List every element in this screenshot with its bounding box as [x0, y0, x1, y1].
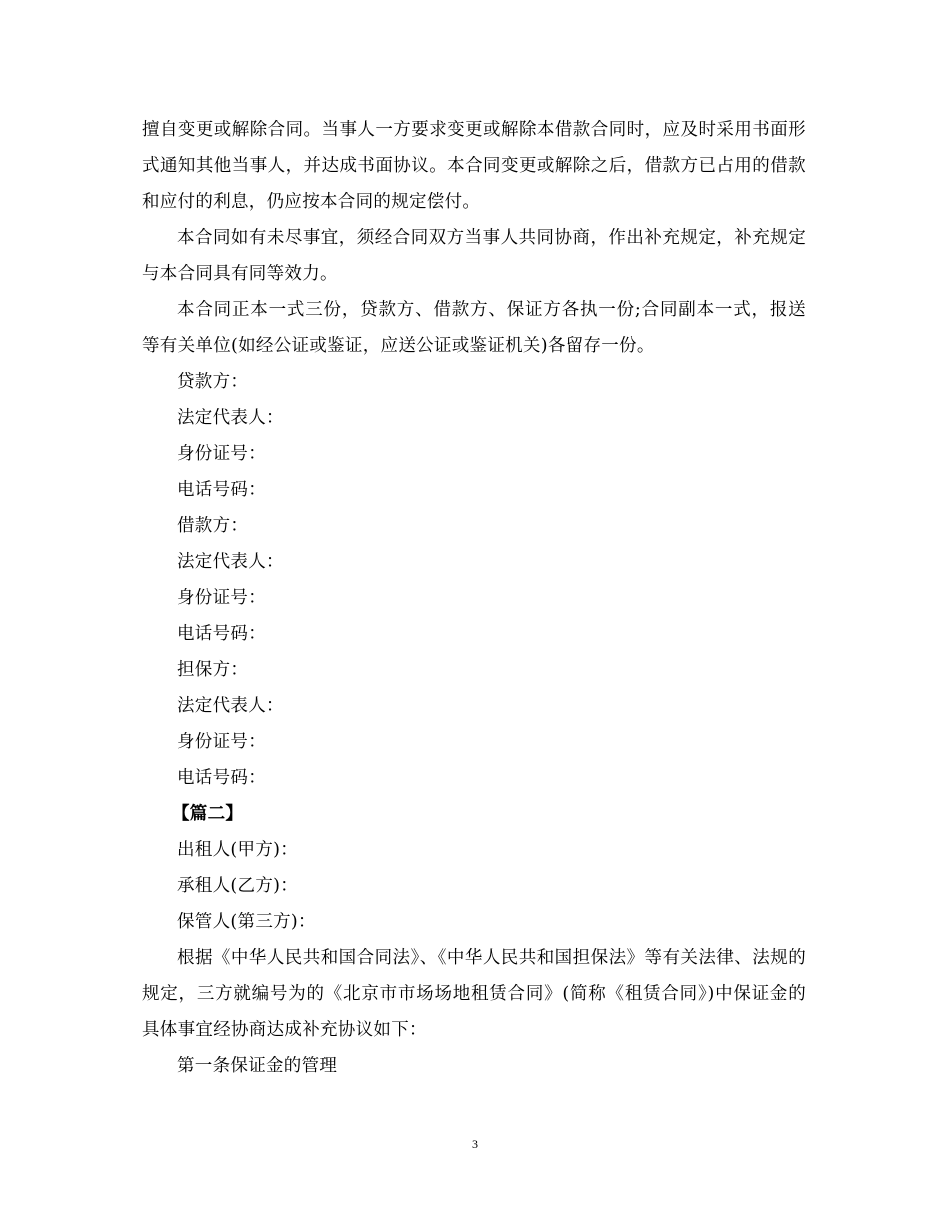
signature-line-guarantor-id: 身份证号：: [177, 732, 266, 752]
signature-line-guarantor: 担保方：: [177, 660, 249, 680]
section-heading: 【篇二】: [172, 804, 244, 824]
party-line-lessee: 承租人(乙方)：: [177, 876, 299, 896]
signature-line-lender-representative: 法定代表人：: [177, 408, 284, 428]
party-line-lessor: 出租人(甲方)：: [177, 840, 299, 860]
paragraph-contract-change: 擅自变更或解除合同。当事人一方要求变更或解除本借款合同时，应及时采用书面形式通知其他当事人，并达成书面协议。本合同变更或解除之后，借款方已占用的借款和应付的利息，仍应按本合同的规定偿付。: [142, 120, 806, 212]
parties-block: [142, 832, 806, 940]
signature-line-borrower: 借款方：: [177, 516, 249, 536]
signature-line-lender-phone: 电话号码：: [177, 480, 266, 500]
signature-block: [142, 364, 806, 796]
signature-line-lender: 贷款方：: [177, 372, 249, 392]
signature-line-borrower-id: 身份证号：: [177, 588, 266, 608]
signature-line-guarantor-phone: 电话号码：: [177, 768, 266, 788]
article-heading: 第一条保证金的管理: [177, 1056, 338, 1076]
party-line-custodian: 保管人(第三方)：: [177, 912, 316, 932]
document-body: [142, 112, 806, 1084]
signature-line-guarantor-representative: 法定代表人：: [177, 696, 284, 716]
paragraph-legal-basis: 根据《中华人民共和国合同法》、《中华人民共和国担保法》等有关法律、法规的规定，三方就编号为的《北京市市场场地租赁合同》(简称《租赁合同》)中保证金的具体事宜经协商达成补充协议如下：: [142, 948, 806, 1040]
signature-line-borrower-phone: 电话号码：: [177, 624, 266, 644]
signature-line-borrower-representative: 法定代表人：: [177, 552, 284, 572]
signature-line-lender-id: 身份证号：: [177, 444, 266, 464]
page-number: 3: [472, 1137, 478, 1151]
paragraph-copies: 本合同正本一式三份，贷款方、借款方、保证方各执一份;合同副本一式，报送等有关单位(如经公证或鉴证，应送公证或鉴证机关)各留存一份。: [142, 300, 806, 356]
paragraph-supplementary-terms: 本合同如有未尽事宜，须经合同双方当事人共同协商，作出补充规定，补充规定与本合同具有同等效力。: [142, 228, 806, 284]
